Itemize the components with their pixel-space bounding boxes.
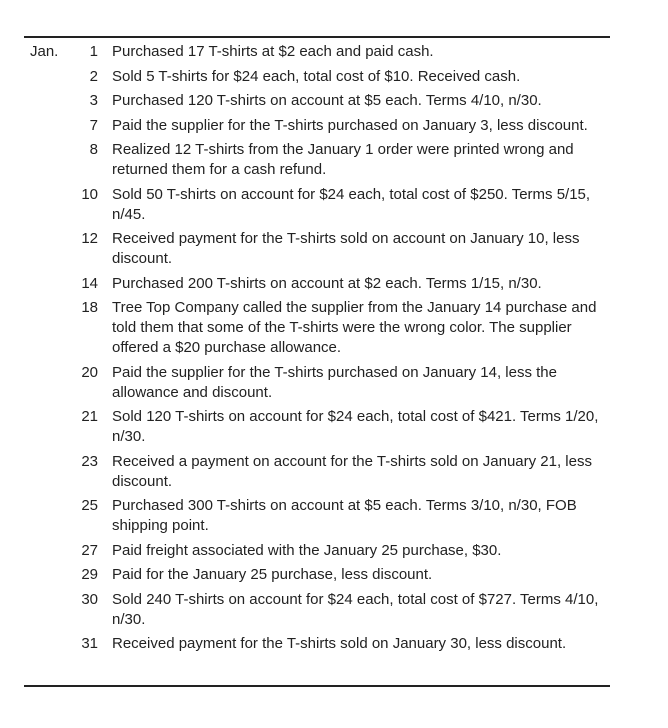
transaction-entry [60, 298, 605, 358]
entry-day: 12 [81, 230, 98, 247]
transaction-entry [60, 42, 605, 62]
entry-day: 29 [81, 566, 98, 583]
transaction-entry [60, 565, 605, 585]
entry-description: Purchased 300 T-shirts on account at $5 each. Terms 3/10, n/30, FOB shipping point. [112, 497, 577, 534]
transaction-entry [60, 91, 605, 111]
entry-description: Paid the supplier for the T-shirts purchased on January 3, less discount. [112, 116, 588, 134]
entry-description: Realized 12 T-shirts from the January 1 order were printed wrong and returned them for a cash refund. [112, 141, 574, 178]
entry-description: Received payment for the T-shirts sold on account on January 10, less discount. [112, 230, 580, 267]
transaction-entry [60, 140, 605, 180]
transaction-entry [60, 590, 605, 630]
entry-day: 18 [81, 299, 98, 316]
entry-day: 8 [89, 141, 98, 158]
top-rule [24, 36, 610, 38]
transaction-entry [60, 407, 605, 447]
entry-day: 31 [81, 635, 98, 652]
transaction-entry [60, 116, 605, 136]
entry-description: Purchased 17 T-shirts at $2 each and paid cash. [112, 43, 434, 60]
entry-description: Tree Top Company called the supplier from the January 14 purchase and told them that some of the T-shirts were the wrong color. The supplier offered a $20 purchase allowance. [112, 299, 597, 356]
bottom-rule [24, 685, 610, 687]
entry-day: 30 [81, 590, 98, 608]
entry-day: 23 [81, 452, 98, 470]
transaction-entry [60, 274, 605, 294]
entry-day: 25 [81, 497, 98, 514]
entry-description: Received a payment on account for the T-shirts sold on January 21, less discount. [112, 452, 592, 490]
entry-description: Paid freight associated with the January 25 purchase, $30. [112, 541, 502, 559]
transaction-entry [60, 67, 605, 87]
entry-description: Paid for the January 25 purchase, less discount. [112, 566, 433, 583]
entry-description: Sold 50 T-shirts on account for $24 each, total cost of $250. Terms 5/15, n/45. [112, 185, 591, 223]
month-label: Jan. [30, 43, 59, 60]
entry-day: 14 [81, 274, 98, 292]
entry-day: 1 [89, 43, 98, 60]
entry-day: 20 [81, 363, 98, 381]
entry-description: Purchased 200 T-shirts on account at $2 each. Terms 1/15, n/30. [112, 274, 542, 292]
transaction-entry [60, 541, 605, 561]
transaction-list [60, 42, 605, 659]
entry-description: Paid the supplier for the T-shirts purchased on January 14, less the allowance and discount. [112, 363, 557, 401]
entry-day: 3 [89, 92, 98, 109]
transaction-entry [60, 185, 605, 225]
entry-description: Purchased 120 T-shirts on account at $5 each. Terms 4/10, n/30. [112, 92, 542, 109]
entry-day: 10 [81, 185, 98, 203]
entry-description: Sold 5 T-shirts for $24 each, total cost of $10. Received cash. [112, 67, 521, 85]
transaction-entry [60, 229, 605, 269]
entry-day: 7 [89, 116, 98, 134]
transaction-entry [60, 496, 605, 536]
entry-description: Received payment for the T-shirts sold on January 30, less discount. [112, 635, 567, 652]
transaction-entry [60, 452, 605, 492]
transaction-entry [60, 634, 605, 654]
entry-description: Sold 120 T-shirts on account for $24 each, total cost of $421. Terms 1/20, n/30. [112, 408, 599, 445]
entry-day: 2 [89, 67, 98, 85]
entry-day: 21 [81, 408, 98, 425]
transaction-entry [60, 363, 605, 403]
entry-description: Sold 240 T-shirts on account for $24 each, total cost of $727. Terms 4/10, n/30. [112, 590, 599, 628]
entry-day: 27 [81, 541, 98, 559]
